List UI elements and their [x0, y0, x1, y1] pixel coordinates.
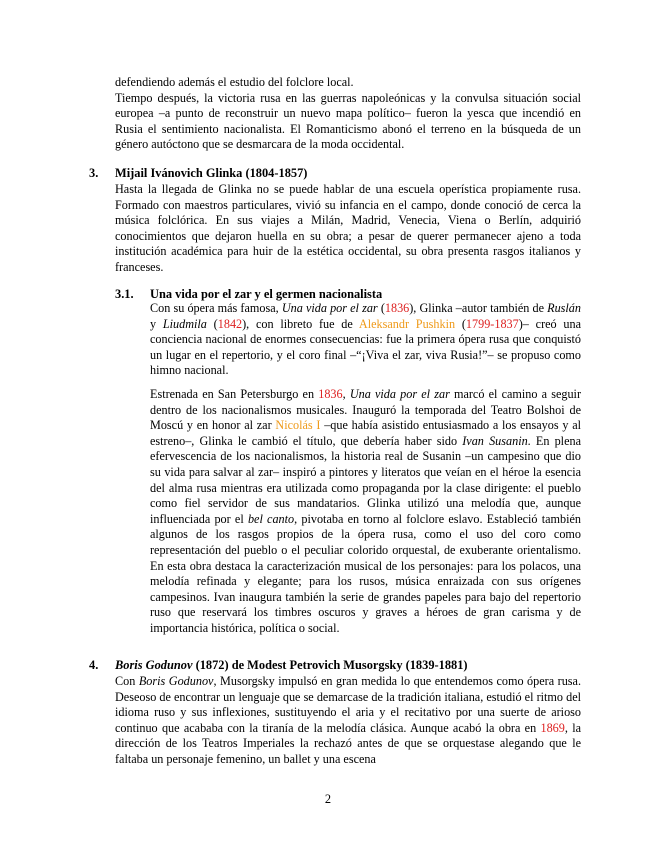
year-link[interactable]: 1842: [217, 316, 243, 331]
section-3-heading: Mijail Ivánovich Glinka (1804-1857): [115, 166, 308, 180]
opera-title: Boris Godunov: [138, 674, 214, 688]
text: ), con libreto fue de: [242, 316, 359, 331]
section-3-1-number: 3.1.: [115, 287, 134, 301]
text: (: [377, 301, 385, 315]
section-4-body: [115, 674, 581, 768]
text: Con su ópera más famosa,: [150, 301, 282, 315]
text: (: [206, 316, 218, 331]
text: , Musorgsky impulsó en gran medida lo que entendemos como ópera rusa. Deseoso de encontrar un lenguaje que se demarcase de la tradición italiana, estudió el ritmo del idioma ruso y sus inflexiones, sustituyendo el aria y el recitativo por una suerte de arioso continuo que acababa con la tiranía de la melodía clásica. Aunque acabó la obra en: [115, 674, 581, 735]
text: . En plena efervescencia de los nacionalismos, la historia real de Susanin –un campesino que dio su vida para salvar al zar– inspiró a pintores y literatos que veían en el héroe la esencia del alma rusa mientras era utilizada como propaganda por la clase dirigente: el pueblo como fiel servidor de sus mandatarios. Glinka utilizó una melodía que, aunque influenciada por el: [150, 433, 581, 526]
year-link[interactable]: 1869: [540, 720, 565, 735]
intro-text: [115, 75, 581, 153]
year-link[interactable]: 1799-1837: [465, 316, 519, 331]
year-link[interactable]: 1836: [318, 387, 343, 401]
text: marcó el camino a seguir dentro de los nacionalismos musicales. Inauguró la temporada del Teatro Bolshoi de Moscú y en honor al zar: [150, 387, 582, 433]
opera-title: Ivan Susanin: [462, 433, 528, 448]
text: )– creó una conciencia nacional de enormes consecuencias: fue la primera ópera rusa que conquistó un lugar en el repertorio, y el coro final –“¡Viva el zar, viva Rusia!”– se propuso como himno nacional.: [150, 316, 582, 378]
page-number: 2: [324, 792, 332, 806]
text: Estrenada en San Petersburgo en: [150, 387, 319, 401]
heading-rest: (1872) de Modest Petrovich Musorgsky (1839-1881): [192, 658, 468, 672]
section-3-1-paragraph-1: [150, 301, 581, 379]
intro-paragraph-2: Tiempo después, la victoria rusa en las guerras napoleónicas y la convulsa situación social europea –a punto de reconstruir un nuevo mapa político– fueron la yesca que incendió en Rusia el sentimiento nacionalista. El Romanticismo abonó el terreno en la búsqueda de un género autóctono que se desmarcara de la moda occidental.: [115, 90, 581, 152]
opera-title: Una vida por el zar: [349, 387, 450, 401]
section-4-heading: [115, 657, 468, 673]
text: , la dirección de los Teatros Imperiales la rechazó antes de que se orquestase alegando que le faltaba un personaje femenino, un ballet y una escena: [115, 720, 581, 766]
section-3-number: 3.: [89, 166, 99, 180]
opera-title: Ruslán: [547, 301, 581, 315]
text: , pivotaba en torno al folclore eslavo. Estableció también algunos de los rasgos propios de la ópera rusa, como el uso del coro como representación del pueblo o el peculiar colorido orquestal, de exuberante orientalismo. En esta obra destaca la caracterización musical de los personajes: para los polacos, una melodía refinada y elegante; para los rusos, música enraizada con sus orígenes campesinos. Ivan inaugura también la serie de grandes papeles para bajo del repertorio ruso que reservará los timbres oscuros y graves a héroes de gran carisma y de importancia histórica, política o social.: [150, 511, 581, 635]
section-4-number: 4.: [89, 658, 99, 672]
text: –que había asistido entusiasmado a los ensayos y al estreno–, Glinka le cambió el título, que debería haber sido: [150, 418, 581, 448]
text: ,: [342, 387, 350, 401]
section-3-paragraph: Hasta la llegada de Glinka no se puede hablar de una escuela operística propiamente rusa. Formado con maestros particulares, vivió su infancia en el campo, donde conoció de cerca la música folclórica. En sus viajes a Milán, Madrid, Venecia, Viena o Berlín, adquirió conocimientos que dejaron huella en su obra; a pesar de querer permanecer ajeno a toda institución académica para huir de la estética occidental, su obra presenta rasgos italianos y franceses.: [115, 182, 581, 274]
section-3-1-heading: Una vida por el zar y el germen nacionalista: [150, 287, 383, 301]
year-link[interactable]: 1836: [384, 301, 410, 315]
opera-title: Liudmila: [162, 316, 207, 331]
term-italic: bel canto: [247, 511, 295, 526]
section-3-1-paragraph-2: [150, 387, 581, 637]
person-link-nicolas[interactable]: Nicolás I: [275, 418, 321, 433]
text: y: [150, 316, 163, 331]
text: Con: [115, 674, 139, 688]
text: (: [455, 316, 466, 331]
heading-opera-title: Boris Godunov: [115, 658, 193, 672]
text: ), Glinka –autor también de: [409, 301, 548, 315]
opera-title: Una vida por el zar: [281, 301, 378, 315]
section-3-body: [115, 182, 581, 276]
person-link-pushkin[interactable]: Aleksandr Pushkin: [358, 316, 456, 331]
intro-paragraph-1: defendiendo además el estudio del folclore local.: [115, 75, 354, 89]
